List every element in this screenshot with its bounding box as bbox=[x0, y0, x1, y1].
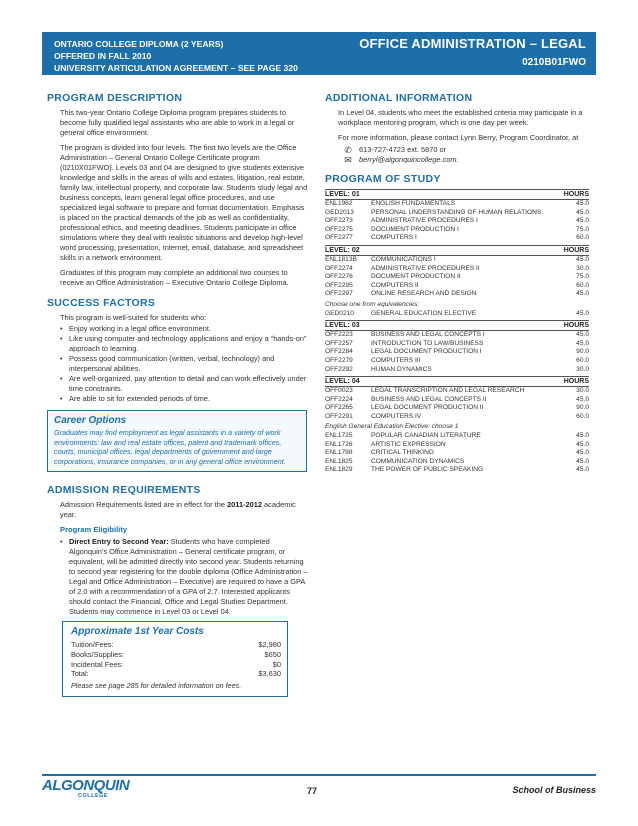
list-item: • Like using computer and technology applications and enjoy a “hands-on” approach to learning. bbox=[60, 334, 309, 354]
course-hours: 30.0 bbox=[576, 365, 589, 373]
description-paragraph-2: The program is divided into four levels. The first two levels are the Office Administration – General Ontario College Certificate program (0210X01FWO). Levels 03 and 04 are designed to give students extensive knowledge and skills in the areas of wills and estates, litigation, real estate, family law, intellectual property, and corporate law. Students study legal and business concepts, learn general legal office procedures, and use specialized legal software to prepare and format documentation. Emphasis is placed on the practical demands of the job as well as confidentiality, professional ethics, and meeting deadlines. Students participate in office simulations where they deal with realistic situations and develop high-level word processing, presentation, Internet, email, database, and spreadsheet skills in a network environment. bbox=[60, 143, 308, 262]
table-row bbox=[325, 449, 589, 458]
success-factors-list bbox=[60, 324, 309, 404]
level-label: LEVEL: 04 bbox=[325, 378, 360, 386]
course-code: ENL1813B bbox=[325, 255, 357, 263]
success-factors-heading: SUCCESS FACTORS bbox=[47, 297, 156, 309]
admission-intro bbox=[60, 500, 309, 520]
table-row bbox=[325, 413, 589, 422]
course-code: OFF2295 bbox=[325, 281, 353, 289]
program-title: OFFICE ADMINISTRATION – LEGAL bbox=[359, 36, 586, 51]
table-row bbox=[325, 200, 589, 209]
course-code: OFF2284 bbox=[325, 348, 353, 356]
cost-label: Tuition/Fees: bbox=[71, 640, 114, 650]
additional-info-heading: ADDITIONAL INFORMATION bbox=[325, 92, 473, 104]
contact-email bbox=[343, 155, 589, 165]
phone-icon: ✆ bbox=[344, 145, 352, 155]
list-item: • Enjoy working in a legal office environment. bbox=[60, 324, 309, 334]
course-title: COMPUTERS III bbox=[371, 356, 421, 364]
course-code: ENL1798 bbox=[325, 449, 353, 457]
email-link[interactable]: berryl@algonquincollege.com. bbox=[359, 155, 459, 164]
course-code: OFF2291 bbox=[325, 412, 353, 420]
elective-note: Choose one from equivalencies: bbox=[325, 300, 420, 308]
course-code: ENL1726 bbox=[325, 440, 353, 448]
course-hours: 90.0 bbox=[576, 404, 589, 412]
course-hours: 45.0 bbox=[576, 432, 589, 440]
cost-value: $3,630 bbox=[258, 669, 281, 679]
elective-note: English General Education Elective: choose 1 bbox=[325, 423, 459, 431]
course-code: OFF0023 bbox=[325, 387, 353, 395]
cost-label: Books/Supplies: bbox=[71, 649, 124, 659]
admission-heading: ADMISSION REQUIREMENTS bbox=[47, 484, 201, 497]
cost-value: $0 bbox=[272, 659, 281, 669]
level-label: LEVEL: 03 bbox=[325, 322, 360, 330]
cost-row bbox=[71, 640, 281, 650]
table-row bbox=[325, 226, 589, 235]
course-hours: 60.0 bbox=[576, 412, 589, 420]
additional-info-paragraph-2: For more information, please contact Lynn Berry, Program Coordinator, at bbox=[338, 133, 579, 142]
success-factors-intro: This program is well-suited for students who: bbox=[60, 313, 207, 322]
header-offered: OFFERED IN FALL 2010 bbox=[54, 51, 152, 61]
list-item: • Are well-organized, pay attention to detail and can work effectively under time constraints. bbox=[60, 374, 309, 394]
cost-row bbox=[71, 669, 281, 679]
program-of-study-heading: PROGRAM OF STUDY bbox=[325, 173, 441, 185]
hours-column-label: HOURS bbox=[563, 191, 589, 198]
course-hours: 45.0 bbox=[576, 200, 589, 207]
level-header bbox=[325, 245, 589, 256]
course-code: OFF2265 bbox=[325, 404, 353, 412]
table-row bbox=[325, 310, 589, 319]
course-hours: 60.0 bbox=[576, 234, 589, 242]
course-title: COMMUNICATION DYNAMICS bbox=[371, 457, 465, 465]
course-hours: 45.0 bbox=[576, 339, 589, 347]
course-title: LEGAL TRANSCRIPTION AND LEGAL RESEARCH bbox=[371, 387, 525, 395]
course-title: ENGLISH FUNDAMENTALS bbox=[371, 200, 456, 207]
description-paragraph-1: This two-year Ontario College Diploma program prepares students to become fully qualified legal assistants who are able to work in a legal or general office environment. bbox=[60, 108, 295, 137]
course-hours: 45.0 bbox=[576, 309, 589, 317]
header-program-meta bbox=[54, 38, 298, 74]
cost-row bbox=[71, 660, 281, 670]
page-number: 77 bbox=[307, 786, 318, 796]
course-title: ARTISTIC EXPRESSION bbox=[371, 440, 446, 448]
course-code: ENL1825 bbox=[325, 457, 353, 465]
course-hours: 90.0 bbox=[576, 348, 589, 356]
envelope-icon: ✉ bbox=[344, 155, 352, 165]
course-hours: 30.0 bbox=[576, 387, 589, 395]
course-hours: 45.0 bbox=[576, 395, 589, 403]
course-code: GED0210 bbox=[325, 309, 354, 317]
course-hours: 60.0 bbox=[576, 281, 589, 289]
course-code: ENL1829 bbox=[325, 466, 353, 474]
costs-note: Please see page 285 for detailed information on fees. bbox=[71, 680, 242, 690]
table-row bbox=[325, 432, 589, 441]
table-row bbox=[325, 404, 589, 413]
course-code: OFF2224 bbox=[325, 395, 353, 403]
level-header bbox=[325, 320, 589, 331]
course-title: HUMAN DYNAMICS bbox=[371, 365, 432, 373]
description-paragraph-3: Graduates of this program may complete an additional two courses to receive an Office Administration – Executive Ontario College Diploma. bbox=[60, 268, 289, 287]
course-hours: 30.0 bbox=[576, 264, 589, 272]
table-row bbox=[325, 340, 589, 349]
program-description-heading: PROGRAM DESCRIPTION bbox=[47, 92, 183, 104]
direct-entry-label: Direct Entry to Second Year: bbox=[69, 537, 169, 547]
level-label: LEVEL: 02 bbox=[325, 246, 360, 254]
course-code: OFF2297 bbox=[325, 290, 353, 298]
table-row bbox=[325, 387, 589, 396]
table-row bbox=[325, 217, 589, 226]
program-code: 0210B01FWO bbox=[522, 57, 586, 68]
table-row bbox=[325, 441, 589, 450]
course-code: OFF2279 bbox=[325, 356, 353, 364]
career-options-box bbox=[47, 410, 307, 472]
course-code: OFF2257 bbox=[325, 339, 353, 347]
course-hours: 45.0 bbox=[576, 449, 589, 457]
left-column bbox=[47, 92, 309, 697]
course-title: ADMINISTRATIVE PROCEDURES II bbox=[371, 264, 480, 272]
cost-value: $650 bbox=[264, 649, 281, 659]
phone-number: 613-727-4723 ext. 5870 or bbox=[359, 145, 447, 154]
school-name: School of Business bbox=[512, 785, 596, 795]
course-code: ENL1725 bbox=[325, 432, 353, 440]
course-title: THE POWER OF PUBLIC SPEAKING bbox=[371, 466, 484, 474]
footer-divider bbox=[42, 774, 596, 776]
course-title: COMMUNICATIONS I bbox=[371, 255, 436, 263]
cost-row bbox=[71, 650, 281, 660]
table-row bbox=[325, 209, 589, 218]
table-row bbox=[325, 348, 589, 357]
table-row bbox=[325, 282, 589, 291]
right-column bbox=[325, 92, 589, 475]
course-title: ONLINE RESEARCH AND DESIGN bbox=[371, 290, 477, 298]
logo-wordmark: ALGONQUIN bbox=[42, 777, 130, 794]
course-hours: 45.0 bbox=[576, 290, 589, 298]
level-header bbox=[325, 189, 589, 200]
additional-info-paragraph-1: In Level 04, students who meet the established criteria may participate in a workplace mentoring program, which is one day per week. bbox=[338, 108, 583, 127]
course-title: DOCUMENT PRODUCTION I bbox=[371, 225, 459, 233]
table-row bbox=[325, 265, 589, 274]
header-program-id bbox=[359, 36, 586, 69]
course-table bbox=[325, 189, 589, 475]
career-options-heading: Career Options bbox=[54, 415, 127, 426]
course-hours: 45.0 bbox=[576, 217, 589, 225]
course-title: BUSINESS AND LEGAL CONCEPTS I bbox=[371, 331, 485, 339]
course-code: OFF2223 bbox=[325, 331, 353, 339]
course-hours: 45.0 bbox=[576, 208, 589, 216]
table-row bbox=[325, 290, 589, 299]
course-code: ENL1962 bbox=[325, 200, 353, 207]
admission-year: 2011-2012 bbox=[227, 500, 262, 510]
course-title: POPULAR CANADIAN LITERATURE bbox=[371, 432, 481, 440]
course-title: LEGAL DOCUMENT PRODUCTION II bbox=[371, 404, 484, 412]
admission-intro-suffix: academic year. bbox=[60, 500, 296, 520]
algonquin-logo bbox=[42, 777, 130, 804]
table-row bbox=[325, 366, 589, 375]
course-hours: 45.0 bbox=[576, 466, 589, 474]
course-code: OFF2277 bbox=[325, 234, 353, 242]
admission-intro-prefix: Admission Requirements listed are in effect for the bbox=[60, 500, 228, 510]
program-eligibility-heading: Program Eligibility bbox=[60, 525, 128, 535]
level-header bbox=[325, 376, 589, 387]
table-row bbox=[325, 256, 589, 265]
hours-column-label: HOURS bbox=[563, 246, 589, 254]
direct-entry-text: Students who have completed Algonquin’s Office Administration – General certificate program, or equivalent, will be admitted directly into second year. Students returning to second year registering for the double diploma (Office Administration – Legal and Office Administration – Executive) are required to have a GPA of 2.0 with a recommendation of a GPA of 2.7. Interested applicants should contact the Financial, Office and Legal Studies Department. Students may commence in Level 03 or Level 04. bbox=[69, 537, 308, 617]
course-hours: 45.0 bbox=[576, 255, 589, 263]
table-row bbox=[325, 234, 589, 243]
course-code: OFF2273 bbox=[325, 217, 353, 225]
course-title: COMPUTERS I bbox=[371, 234, 417, 242]
course-hours: 75.0 bbox=[576, 273, 589, 281]
course-title: BUSINESS AND LEGAL CONCEPTS II bbox=[371, 395, 487, 403]
table-row bbox=[325, 466, 589, 475]
cost-label: Incidental Fees: bbox=[71, 659, 124, 669]
header-credential: ONTARIO COLLEGE DIPLOMA (2 YEARS) bbox=[54, 39, 224, 49]
course-title: PERSONAL UNDERSTANDING OF HUMAN RELATIONS bbox=[371, 208, 542, 216]
course-title: COMPUTERS IV bbox=[371, 412, 422, 420]
course-code: OFF2275 bbox=[325, 225, 353, 233]
table-row bbox=[325, 357, 589, 366]
course-code: OFF2292 bbox=[325, 365, 353, 373]
table-row bbox=[325, 458, 589, 467]
level-label: LEVEL: 01 bbox=[325, 191, 360, 198]
course-title: COMPUTERS II bbox=[371, 281, 419, 289]
course-hours: 45.0 bbox=[576, 440, 589, 448]
course-title: INTRODUCTION TO LAW/BUSINESS bbox=[371, 339, 484, 347]
career-options-text: Graduates may find employment as legal assistants in a variety of work environments: law and real estate offices, patent and trademark offices, courts, municipal offices, legal departments of government and large corporations, insurance companies, or in any general office environment. bbox=[54, 428, 286, 466]
course-hours: 45.0 bbox=[576, 457, 589, 465]
course-code: OFF2276 bbox=[325, 273, 353, 281]
costs-heading: Approximate 1st Year Costs bbox=[71, 626, 204, 638]
course-hours: 75.0 bbox=[576, 225, 589, 233]
course-code: OFF2274 bbox=[325, 264, 353, 272]
page-header-banner bbox=[42, 32, 596, 75]
list-item: • Possess good communication (written, verbal, technology) and interpersonal abilities. bbox=[60, 354, 309, 374]
header-articulation: UNIVERSITY ARTICULATION AGREEMENT – SEE PAGE 320 bbox=[54, 63, 298, 73]
course-code: GED2013 bbox=[325, 208, 354, 216]
course-title: LEGAL DOCUMENT PRODUCTION I bbox=[371, 348, 482, 356]
table-row bbox=[325, 273, 589, 282]
course-title: DOCUMENT PRODUCTION II bbox=[371, 273, 461, 281]
course-hours: 45.0 bbox=[576, 331, 589, 339]
list-item: • Are able to sit for extended periods of time. bbox=[60, 394, 309, 404]
hours-column-label: HOURS bbox=[563, 322, 589, 330]
course-title: ADMINISTRATIVE PROCEDURES I bbox=[371, 217, 478, 225]
hours-column-label: HOURS bbox=[563, 378, 589, 386]
course-title: GENERAL EDUCATION ELECTIVE bbox=[371, 309, 477, 317]
course-hours: 60.0 bbox=[576, 356, 589, 364]
list-item bbox=[60, 537, 309, 617]
logo-subtext: COLLEGE bbox=[78, 793, 109, 799]
costs-box bbox=[62, 621, 288, 696]
course-title: CRITICAL THINKING bbox=[371, 449, 435, 457]
cost-value: $2,980 bbox=[258, 640, 281, 650]
table-row bbox=[325, 396, 589, 405]
cost-label: Total: bbox=[71, 669, 89, 679]
eligibility-list bbox=[60, 537, 309, 617]
contact-phone bbox=[343, 145, 589, 155]
table-row bbox=[325, 331, 589, 340]
